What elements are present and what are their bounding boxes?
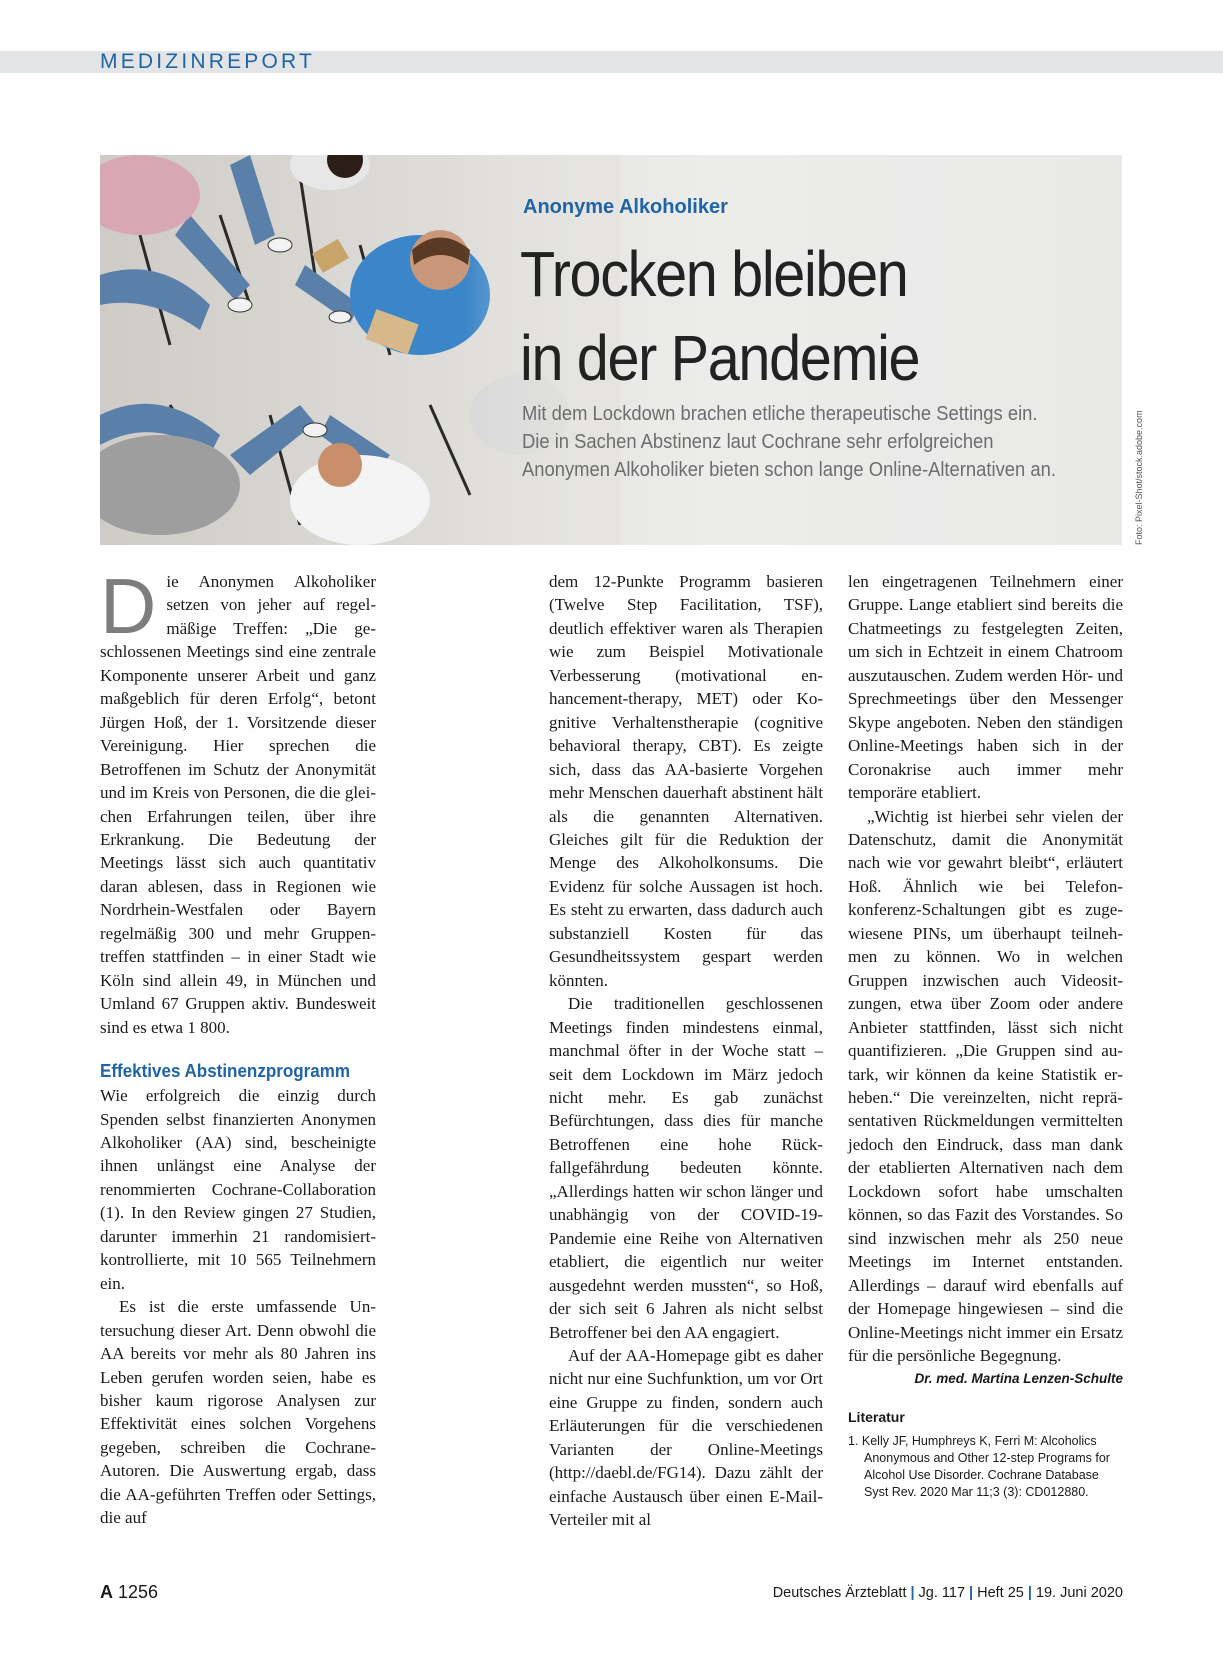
paragraph: Auf der AA-Homepage gibt es daher nicht nur eine Suchfunktion, um vor Ort eine Gruppe zu finden, sondern auch Erläuterungen für die verschiedenen Varianten der Online-Meetings (http://daebl.de/FG14). Dazu zählt der einfache Austausch über einen E-Mail-Verteiler mit al [549,1345,823,1530]
page-prefix: A [100,1582,113,1602]
paragraph: Wie erfolgreich die einzig durch Spenden selbst finanzierten Anonymen Alkoholiker (AA) sind, bescheinigte ihnen unlängst eine Analyse der renommierten Cochrane-Collaboration (1). In den Review gingen 27 Studien, darunter immerhin 21 randomisiert-kontrollierte, mit 10 565 Teilnehmern ein. [100,1086,376,1293]
separator: | [969,1585,974,1601]
page-number-value: 1256 [118,1582,159,1602]
separator: | [1027,1585,1032,1601]
separator: | [910,1585,915,1601]
author-byline: Dr. med. Martina Lenzen-Schulte [914,1371,1123,1387]
paragraph: Die traditionellen geschlossenen Meetings finden mindestens einmal, manchmal öfter in der Woche statt – seit dem Lockdown im März jedoch nicht mehr. Es gab zunächst Befürchtungen, dass dies für manche Betroffenen eine hohe Rückfallgefährdung bedeuten könnte. „Allerdings hatten wir schon länger und unabhängig von der COVID-19-Pandemie eine Reihe von Alternativen etabliert, die eigentlich nur weiter ausgedehnt werden mussten“, so Hoß, der sich seit 6 Jahren als nicht selbst Betroffener bei den AA engagiert. [549,994,823,1342]
journal-volume: Jg. 117 [918,1585,966,1601]
paragraph: dem 12-Punkte Programm basieren (Twelve Step Facilitation, TSF), deutlich effektiver waren als Therapien wie zum Beispiel Motivationale Verbesserung (motivational enhancement-therapy, MET) oder Kognitive Verhaltenstherapie (cognitive behavioral therapy, CBT). Es zeigte sich, dass das AA-basierte Vorgehen mehr Menschen dauerhaft abstinent hält als die genannten Alternativen. Gleiches gilt für die Reduktion der Menge des Alkoholkonsums. Die Evidenz für solche Aussagen ist hoch. Es steht zu erwarten, dass dadurch auch substanziell Kosten für das Gesundheitssystem gespart werden könnten. [549,572,823,990]
journal-info [773,1585,1123,1601]
lead-line: Anonymen Alkoholiker bieten schon lange Online-Alternativen an. [522,459,1056,481]
section-label: MEDIZINREPORT [100,50,316,73]
headline-line: Trocken bleiben [520,238,908,310]
literature-list [848,1433,1123,1501]
photo-credit: Foto: Pixel-Shot/stock.adobe.com [1134,410,1144,545]
article-column-1 [100,562,376,1530]
paragraph: len eingetragenen Teilnehmern einer Gruppe. Lange etabliert sind bereits die Chatmeetings zu festgelegten Zeiten, um sich in Echtzeit in einem Chatroom auszutauschen. Zudem werden Hör- und Sprechmeetings über den Messenger Skype angeboten. Neben den ständigen Online-Meetings haben sich in der Coronakrise auch immer mehr temporäre etabliert. [848,572,1123,803]
paragraph [100,562,376,1039]
article-headline [520,232,1024,400]
article-lead [522,400,1056,484]
paragraph-text: ie Anonymen Alkoholiker setzen von jeher auf regelmäßige Treffen: „Die geschlossenen Meetings sind eine zentrale Komponente unserer Arbeit und ganz maßgeblich für deren Erfolg“, betont Jürgen Hoß, der 1. Vorsitzende dieser Vereinigung. Hier sprechen die Betroffenen im Schutz der Anonymität und im Kreis von Personen, die die gleichen Erfahrungen teilen, über ihre Erkrankung. Die Bedeutung der Meetings lässt sich auch quantitativ daran ablesen, dass in Regionen wie Nordrhein-Westfalen oder Bayern regelmäßig 300 und mehr Gruppentreffen stattfinden – in einer Stadt wie Köln sind allein 49, in München und Umland 67 Gruppen aktiv. Bundesweit sind es etwa 1 800. [100,572,376,1037]
article-kicker: Anonyme Alkoholiker [523,196,728,218]
section-subheading: Effektives Abstinenzprogramm [100,1060,351,1082]
lead-line: Die in Sachen Abstinenz laut Cochrane sehr erfolgreichen [522,431,994,453]
article-column-2 [549,570,823,1532]
article-column-3 [848,570,1123,1501]
headline-line: in der Pandemie [520,322,920,394]
paragraph: Es ist die erste umfassende Untersuchung dieser Art. Denn obwohl die AA bereits vor mehr als 80 Jahren ins Leben gerufen worden seien, habe es bisher kaum rigorose Analysen zur Effektivität eines solchen Vorgehens gegeben, schreiben die Cochrane-Autoren. Die Auswertung ergab, dass die AA-geführten Treffen oder Settings, die auf [100,1297,376,1528]
paragraph: „Wichtig ist hierbei sehr vielen der Datenschutz, damit die Anonymität nach wie vor gewahrt bleibt“, erläutert Hoß. Ähnlich wie bei Telefonkonferenz-Schaltungen gibt es zugewiesene PINs, um überhaupt teilnehmen zu können. Wo in welchen Gruppen inzwischen auch Videositzungen, etwa über Zoom oder andere Anbieter stattfinden, lässt sich nicht quantifizieren. „Die Gruppen sind autark, wir können da keine Statistik erheben.“ Die vereinzelten, nicht repräsentativen Rückmeldungen vermittelten jedoch den Eindruck, dass man dank der etablierten Alternativen nach dem Lockdown sofort habe umschalten können, so das Fazit des Vorstandes. So sind inzwischen mehr als 250 neue Meetings im Internet entstanden. Allerdings – darauf wird ebenfalls auf der Homepage hingewiesen – sind die Online-Meetings nicht immer ein Ersatz für die persönliche Begegnung. [848,806,1123,1365]
journal-date: 19. Juni 2020 [1035,1585,1123,1601]
literature-heading: Literatur [848,1409,905,1426]
page-number [100,1582,158,1603]
literature-item: 1. Kelly JF, Humphreys K, Ferri M: Alcoholics Anonymous and Other 12-step Programs for Alcohol Use Disorder. Cochrane Database Syst Rev. 2020 Mar 11;3 (3): CD012880. [848,1434,1110,1500]
journal-issue: Heft 25 [977,1585,1024,1601]
drop-cap: D [100,562,157,650]
journal-name: Deutsches Ärzteblatt [772,1585,907,1601]
lead-line: Mit dem Lockdown brachen etliche therapeutische Settings ein. [522,403,1038,425]
